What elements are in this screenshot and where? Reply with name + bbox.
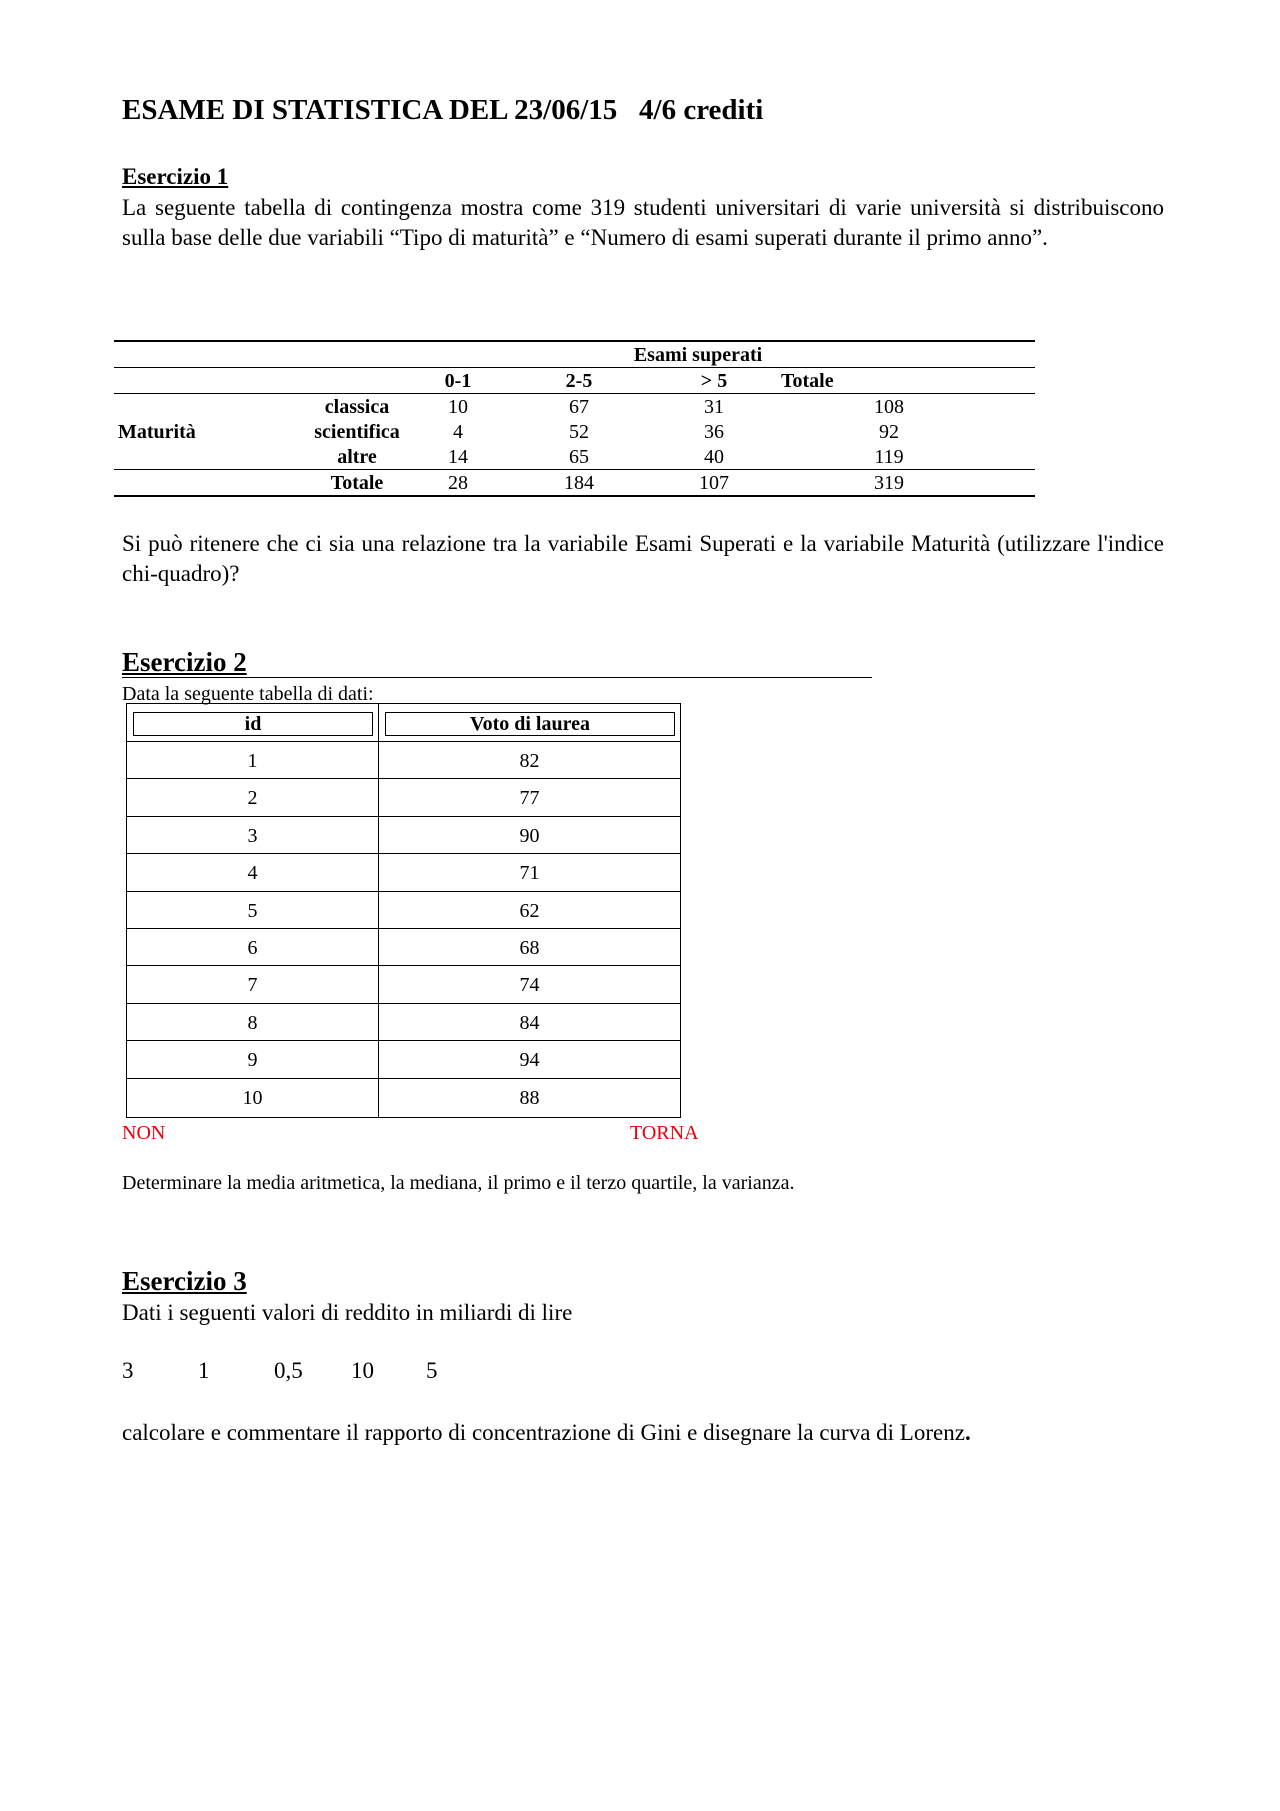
row-label: scientifica bbox=[314, 420, 400, 443]
row-label: classica bbox=[324, 395, 390, 418]
voto-cell: 90 bbox=[519, 824, 540, 847]
exercise-2-heading-rule bbox=[122, 647, 872, 678]
exercise-1-heading: Esercizio 1 bbox=[122, 164, 229, 189]
id-cell: 3 bbox=[247, 824, 258, 847]
id-cell: 9 bbox=[247, 1049, 258, 1072]
table-cell: 119 bbox=[874, 445, 904, 468]
id-cell: 2 bbox=[247, 787, 258, 810]
income-value: 5 bbox=[426, 1358, 438, 1383]
exercise-2-heading: Esercizio 2 bbox=[122, 647, 247, 677]
header-voto-di-laurea: Voto di laurea bbox=[385, 712, 675, 736]
income-value: 0,5 bbox=[274, 1358, 303, 1383]
table-cell: 4 bbox=[453, 420, 463, 443]
id-cell: 6 bbox=[247, 937, 258, 959]
voto-cell: 77 bbox=[519, 787, 540, 810]
exercise-1-question: Si può ritenere che ci sia una relazione tra la variabile Esami Superati e la variabile Maturità (utilizzare l'indice chi-quadro)? bbox=[122, 531, 1164, 586]
row-label: altre bbox=[337, 445, 377, 468]
exercise-2-question: Determinare la media aritmetica, la mediana, il primo e il terzo quartile, la varianza. bbox=[122, 1172, 795, 1194]
table-row bbox=[127, 816, 680, 854]
table-row bbox=[127, 1040, 680, 1078]
red-note-right: TORNA bbox=[630, 1122, 699, 1144]
table-row bbox=[127, 853, 680, 891]
income-value: 3 bbox=[122, 1358, 134, 1383]
total-label: Totale bbox=[206, 470, 418, 497]
table-cell: 184 bbox=[498, 470, 660, 497]
table-row bbox=[114, 394, 1035, 420]
table-cell: 67 bbox=[569, 395, 589, 418]
table-cell: 319 bbox=[768, 470, 1035, 497]
table-cell: 36 bbox=[704, 420, 724, 443]
column-header: 0-1 bbox=[418, 368, 498, 394]
table-row bbox=[127, 928, 680, 966]
table-row bbox=[127, 778, 680, 816]
table-cell: 28 bbox=[418, 470, 498, 497]
exercise-2-intro: Data la seguente tabella di dati: bbox=[122, 683, 374, 705]
table-cell: 92 bbox=[879, 420, 899, 443]
exercise-3-question-end: . bbox=[964, 1420, 971, 1445]
id-cell: 5 bbox=[247, 899, 258, 922]
table-row bbox=[114, 419, 1035, 444]
table-row bbox=[127, 741, 680, 779]
voto-cell: 94 bbox=[519, 1049, 540, 1072]
exercise-1-intro: La seguente tabella di contingenza mostra come 319 studenti universitari di varie università si distribuiscono sulla base delle due variabili “Tipo di maturità” e “Numero di esami superati durante il primo anno”. bbox=[122, 195, 1164, 250]
id-cell: 7 bbox=[247, 974, 258, 997]
exercise-3-heading: Esercizio 3 bbox=[122, 1266, 247, 1296]
group-header-esami-superati: Esami superati bbox=[498, 341, 898, 368]
exercise-3-question-text: calcolare e commentare il rapporto di concentrazione di Gini e disegnare la curva di Lorenz bbox=[122, 1420, 965, 1445]
voto-cell: 62 bbox=[519, 899, 540, 922]
income-value: 10 bbox=[351, 1358, 374, 1383]
table-cell: 40 bbox=[704, 445, 724, 468]
table-cell: 108 bbox=[874, 395, 904, 418]
row-group-label: Maturità bbox=[118, 420, 196, 443]
table-group-header-row bbox=[114, 341, 1035, 368]
table-row bbox=[127, 891, 680, 929]
table-cell: 14 bbox=[448, 445, 468, 468]
voto-cell: 84 bbox=[519, 1011, 540, 1034]
header-id: id bbox=[133, 712, 373, 736]
red-note-left: NON bbox=[122, 1122, 166, 1144]
voto-cell: 71 bbox=[519, 862, 540, 885]
id-cell: 10 bbox=[242, 1086, 263, 1109]
id-cell: 1 bbox=[247, 750, 258, 772]
column-header: Totale bbox=[768, 368, 898, 394]
income-values bbox=[0, 1358, 1280, 1388]
table-cell: 65 bbox=[569, 445, 589, 468]
table-column-header-row bbox=[114, 368, 1035, 394]
table-cell: 10 bbox=[448, 395, 468, 418]
table-total-row bbox=[114, 470, 1035, 497]
voto-cell: 88 bbox=[519, 1086, 540, 1109]
exercise-3-intro: Dati i seguenti valori di reddito in miliardi di lire bbox=[122, 1300, 573, 1325]
table-row bbox=[114, 444, 1035, 470]
column-header: > 5 bbox=[660, 368, 768, 394]
table-cell: 52 bbox=[569, 420, 589, 443]
id-cell: 8 bbox=[247, 1011, 258, 1034]
voto-table bbox=[126, 703, 681, 1118]
contingency-table bbox=[114, 340, 1035, 497]
table-row bbox=[127, 965, 680, 1003]
table-row bbox=[127, 1078, 680, 1116]
voto-cell: 82 bbox=[519, 750, 540, 772]
exam-title: ESAME DI STATISTICA DEL 23/06/15 4/6 crediti bbox=[122, 94, 764, 126]
exercise-3-question bbox=[122, 1418, 971, 1448]
table-row bbox=[127, 1003, 680, 1041]
income-value: 1 bbox=[198, 1358, 210, 1383]
voto-cell: 68 bbox=[519, 937, 540, 959]
column-header: 2-5 bbox=[498, 368, 660, 394]
voto-cell: 74 bbox=[519, 974, 540, 997]
id-cell: 4 bbox=[247, 862, 258, 885]
table-cell: 31 bbox=[704, 395, 724, 418]
table-cell: 107 bbox=[660, 470, 768, 497]
